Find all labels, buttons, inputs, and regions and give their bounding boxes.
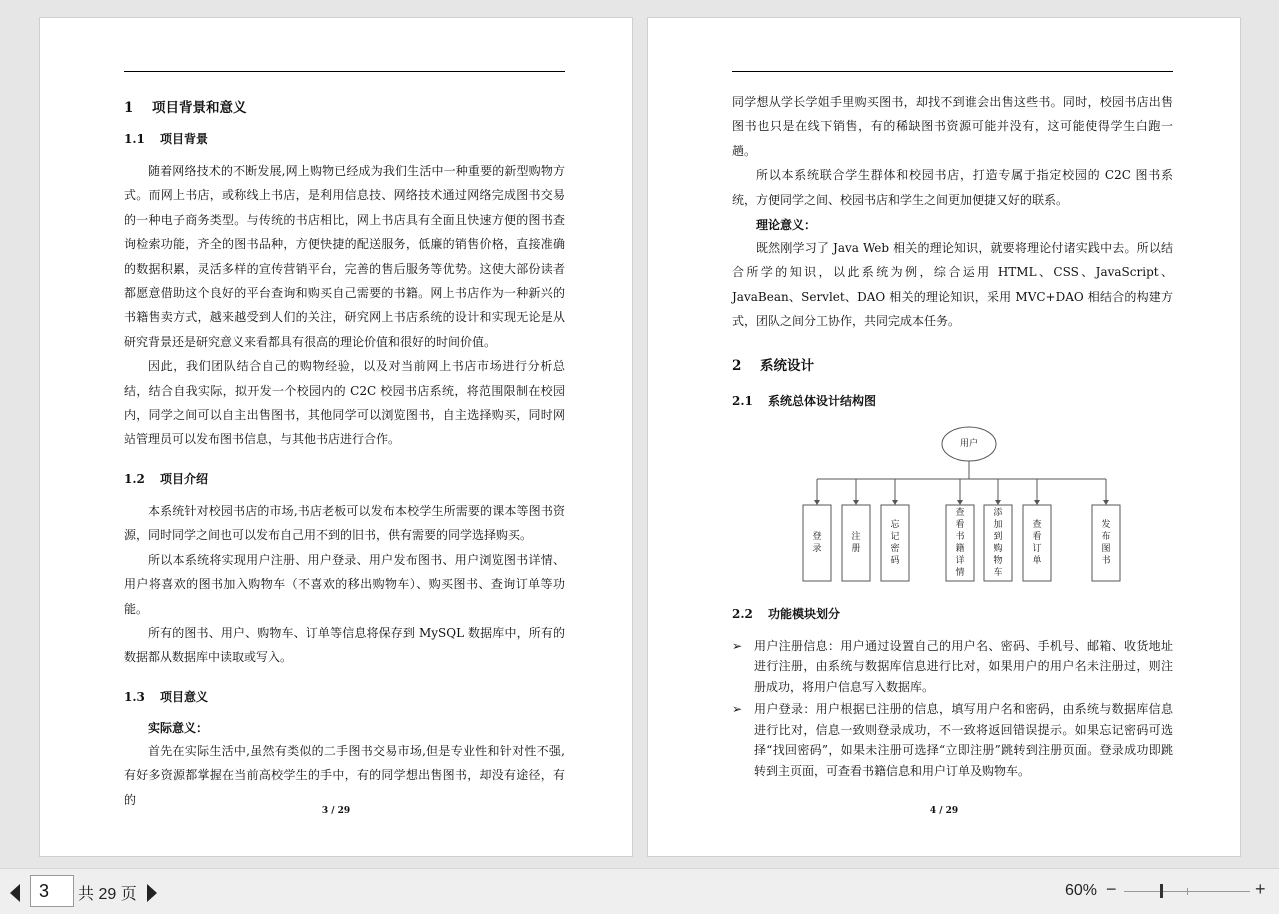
page-footer: 3 / 29	[321, 806, 351, 816]
arrow-head	[1034, 500, 1040, 505]
paragraph: 随着网络技术的不断发展,网上购物已经成为我们生活中一种重要的新型购物方式。而网上书店，或称线上书店，是利用信息技、网络技术通过网络完成图书交易的一种电子商务类型。与传统的书店相比，网上书店具有全面且快速方便的图书查询检索功能，齐全的图书品种，方便快捷的配送服务，低廉的销售价格，直接准确的数据积累，灵活多样的宣传营销平台，完善的售后服务等优势。这使大部份读者都愿意借助这个良好的平台查询和购买自己需要的书籍。网上书店作为一种新兴的书籍售卖方式，越来越受到人们的关注，研究网上书店系统的设计和实现无论是从研究背景还是研究意义来看都具有很高的理论价值和很好的时间价值。	[124, 164, 565, 349]
diagram-node-label: 登 录	[812, 531, 822, 554]
root-node-label: 用户	[959, 438, 978, 449]
structure-diagram	[732, 421, 1173, 591]
paragraph: 同学想从学长学姐手里购买图书，却找不到谁会出售这些书。同时，校园书店出售图书也只是在线下销售，有的稀缺图书资源可能并没有，这可能使得学生白跑一趟。	[732, 95, 1173, 158]
branch-lines	[814, 479, 1109, 505]
document-page-4	[647, 17, 1241, 857]
subheading-theoretical: 理论意义：	[756, 218, 817, 233]
bullet-item: ➢ 用户登录：用户根据已注册的信息，填写用户名和密码，由系统与数据库信息进行比对，信息一致则登录成功，不一致将返回错误提示。如果忘记密码可选择“找回密码”，如果未注册可选择“立即注册”跳转到注册页面。登录成功即跳转到主页面，可查看书籍信息和用户订单及购物车。	[732, 699, 1173, 781]
bullet-arrow-icon: ➢	[732, 638, 743, 653]
zoom-slider-tick	[1187, 888, 1188, 895]
document-page-3	[39, 17, 633, 857]
paragraph: 所有的图书、用户、购物车、订单等信息将保存到 MySQL 数据库中，所有的数据都从数据库中读取或写入。	[124, 625, 565, 665]
zoom-in-button[interactable]: +	[1255, 879, 1266, 899]
previous-page-button[interactable]	[10, 884, 20, 902]
next-page-button[interactable]	[147, 884, 157, 902]
paragraph: 所以本系统将实现用户注册、用户登录、用户发布图书、用户浏览图书详情、用户将喜欢的图书加入购物车（不喜欢的移出购物车）、购买图书、查询订单等功能。	[124, 552, 565, 616]
arrow-head	[814, 500, 820, 505]
section-heading-1-2: 1.2 项目介绍	[124, 471, 209, 486]
diagram-node-label: 发 布 图 书	[1101, 519, 1111, 566]
bullet-arrow-icon: ➢	[732, 702, 743, 717]
diagram-node-label: 查 看 书 籍 详 情	[955, 507, 965, 578]
diagram-node-label: 注 册	[851, 531, 861, 554]
arrow-head	[1103, 500, 1109, 505]
paragraph: 所以本系统联合学生群体和校园书店，打造专属于指定校园的 C2C 图书系统，方便同学之间、校园书店和学生之间更加便捷又好的联系。	[732, 168, 1173, 207]
section-heading-1-1: 1.1 项目背景	[124, 132, 209, 146]
arrow-head	[995, 500, 1001, 505]
diagram-node-label: 添 加 到 购 物 车	[993, 507, 1003, 578]
arrow-head	[892, 500, 898, 505]
diagram-node-label: 忘 记 密 码	[890, 519, 900, 566]
page-content	[124, 88, 565, 812]
viewer-toolbar	[0, 868, 1279, 914]
section-heading-1: 1 项目背景和意义	[124, 100, 247, 116]
arrow-head	[853, 500, 859, 505]
subheading-practical: 实际意义：	[148, 720, 209, 735]
paragraph: 既然刚学习了 Java Web 相关的理论知识，就要将理论付诸实践中去。所以结合所学的知识，以此系统为例，综合运用 HTML、CSS、JavaScript、JavaBean、Servlet、DAO 相关的理论知识，采用 MVC+DAO 相结合的构建方式，团队之间分工协作，共同完成本任务。	[732, 241, 1173, 329]
paragraph: 本系统针对校园书店的市场,书店老板可以发布本校学生所需要的课本等图书资源，同时同学之间也可以发布自己用不到的旧书，供有需要的同学选择购买。	[124, 503, 565, 543]
page-content	[732, 90, 1173, 783]
total-pages-label: 共 29 页	[78, 886, 137, 903]
zoom-out-button[interactable]: −	[1106, 879, 1117, 899]
zoom-level: 60%	[1065, 882, 1098, 899]
paragraph: 首先在实际生活中,虽然有类似的二手图书交易市场,但是专业性和针对性不强,有好多资源都掌握在当前高校学生的手中，有的同学想出售图书，却没有途径，有的	[124, 743, 565, 807]
page-number-input[interactable]: 3	[30, 875, 74, 907]
section-heading-1-3: 1.3 项目意义	[124, 689, 209, 704]
header-rule	[732, 71, 1173, 72]
zoom-slider-thumb[interactable]	[1160, 884, 1163, 898]
bullet-item: ➢ 用户注册信息：用户通过设置自己的用户名、密码、手机号、邮箱、收货地址进行注册，由系统与数据库信息进行比对，如果用户的用户名未注册过，则注册成功，将用户信息写入数据库。	[732, 636, 1173, 698]
section-heading-2: 2 系统设计	[732, 357, 814, 374]
paragraph: 因此，我们团队结合自己的购物经验，以及对当前网上书店市场进行分析总结，结合自我实际，拟开发一个校园内的 C2C 校园书店系统，将范围限制在校园内，同学之间可以自主出售图书，其他同学可以浏览图书，自主选择购买，同时网站管理员可以发布图书信息，与其他书店进行合作。	[124, 359, 565, 447]
section-heading-2-2: 2.2 功能模块划分	[732, 606, 841, 621]
arrow-head	[957, 500, 963, 505]
page-footer: 4 / 29	[929, 806, 959, 816]
diagram-node-label: 查 看 订 单	[1032, 519, 1042, 566]
section-heading-2-1: 2.1 系统总体设计结构图	[732, 393, 877, 408]
header-rule	[124, 71, 565, 72]
